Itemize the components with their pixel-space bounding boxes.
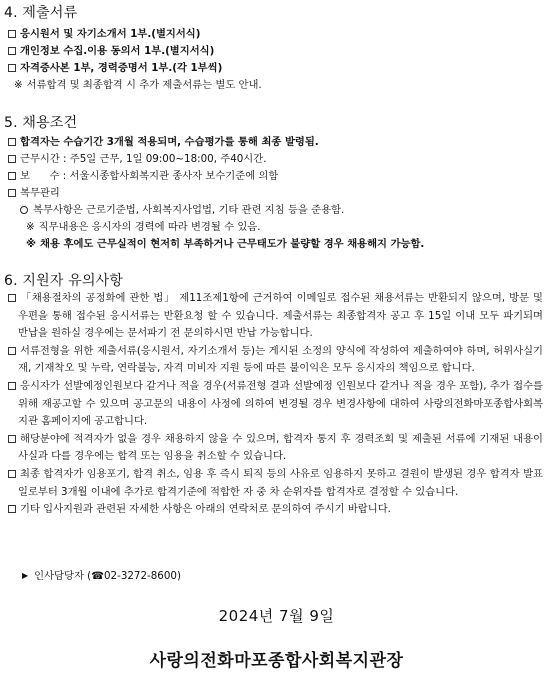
section5-item-3: 보 수 : 서울시종합사회복지관 종사자 보수기준에 의함 <box>8 169 278 183</box>
reference-mark-icon: ※ <box>26 238 37 250</box>
section5-item-4: 복무관리 <box>8 186 60 200</box>
section4-item-2: 개인정보 수집.이용 동의서 1부.(별지서식) <box>8 44 214 58</box>
section5-sub-1: 복무사항은 근로기준법, 사회복지사업법, 기타 관련 지침 등을 준용함. <box>20 203 344 217</box>
checkbox-icon <box>8 294 16 302</box>
checkbox-icon <box>8 435 16 443</box>
checkbox-icon <box>8 172 16 180</box>
triangle-bullet-icon: ▶ <box>22 571 29 580</box>
section4-note: ※ 서류합격 및 최종합격 시 추가 제출서류는 별도 안내. <box>14 79 262 91</box>
list-item: 응시자가 선발예정인원보다 같거나 적을 경우(서류전형 결과 선발예정 인원보다 같거나 적을 경우 포함), 추가 접수를 위해 재공고할 수 있으며 공고문의 내용이 사정에 의하여 변경될 경우 변경사항에 대하여 사랑의전화마포종합사회복지관 홈페이지에 공고합니다. <box>8 378 543 431</box>
section5-item-1: 합격자는 수습기간 3개월 적용되며, 수습평가를 통해 최종 발령됨. <box>8 135 319 149</box>
section4-title: 4. 제출서류 <box>4 5 78 21</box>
section5-title: 5. 채용조건 <box>4 115 78 131</box>
section6-title: 6. 지원자 유의사항 <box>4 273 124 289</box>
section4-item-3: 자격증사본 1부, 경력증명서 1부.(각 1부씩) <box>8 61 222 75</box>
list-item: 해당분야에 적격자가 없을 경우 채용하지 않을 수 있으며, 합격자 통지 후 경력조회 및 제출된 서류에 기재된 내용이 사실과 다를 경우에는 합격 또는 임용을 취소할 수 있습니다. <box>8 431 543 466</box>
checkbox-icon <box>8 382 16 390</box>
checkbox-icon <box>8 30 16 38</box>
checkbox-icon <box>8 189 16 197</box>
checkbox-icon <box>8 470 16 478</box>
reference-mark-icon: ※ <box>14 79 23 91</box>
contact-line: ▶ 인사담당자 (☎02-3272-8600) <box>22 570 181 582</box>
list-item: 최종 합격자가 임용포기, 합격 취소, 임용 후 즉시 퇴직 등의 사유로 임용하지 못하고 결원이 발생된 경우 합격자 발표일로부터 3개월 이내에 추가로 합격기준에 적합한 자 중 차 순위자를 합격자로 결정할 수 있습니다. <box>8 466 543 501</box>
checkbox-icon <box>8 347 16 355</box>
checkbox-icon <box>8 64 16 72</box>
checkbox-icon <box>8 138 16 146</box>
list-item: 「채용절차의 공정화에 관한 법」 제11조제1항에 근거하여 이메일로 접수된 채용서류는 반환되지 않으며, 방문 및 우편을 통해 접수된 응시서류는 반환요청 할 수 있습니다. 제출서류는 최종합격자 공고 후 15일 이내 모두 파기되며 반납을 원하실 경우에는 문서파기 전 문의하시면 반납 가능합니다. <box>8 290 543 343</box>
list-item: 기타 입사지원과 관련된 자세한 사항은 아래의 연락처로 문의하여 주시기 바랍니다. <box>8 501 543 519</box>
section6-list <box>8 290 543 519</box>
checkbox-icon <box>8 155 16 163</box>
notice-date: 2024년 7월 9일 <box>218 607 335 625</box>
signature: 사랑의전화마포종합사회복지관장 <box>149 651 404 671</box>
reference-mark-icon: ※ <box>26 221 35 233</box>
section5-note-1: ※ 직무내용은 응시자의 경력에 따라 변경될 수 있음. <box>26 221 261 233</box>
section5-item-2: 근무시간 : 주5일 근무, 1일 09:00~18:00, 주40시간. <box>8 152 266 166</box>
checkbox-icon <box>8 505 16 513</box>
section4-item-1: 응시원서 및 자기소개서 1부.(별지서식) <box>8 27 200 41</box>
circle-bullet-icon <box>20 206 28 214</box>
list-item: 서류전형을 위한 제출서류(응시원서, 자기소개서 등)는 게시된 소정의 양식에 작성하여 제출하여야 하며, 허위사실기재, 기재착오 및 누락, 연락불능, 자격 미비자 지원 등에 따른 불이익은 모두 응시자의 책임으로 합니다. <box>8 343 543 378</box>
checkbox-icon <box>8 47 16 55</box>
section5-note-2: ※ 채용 후에도 근무실적이 현저히 부족하거나 근무태도가 불량할 경우 채용해지 가능함. <box>26 238 425 250</box>
